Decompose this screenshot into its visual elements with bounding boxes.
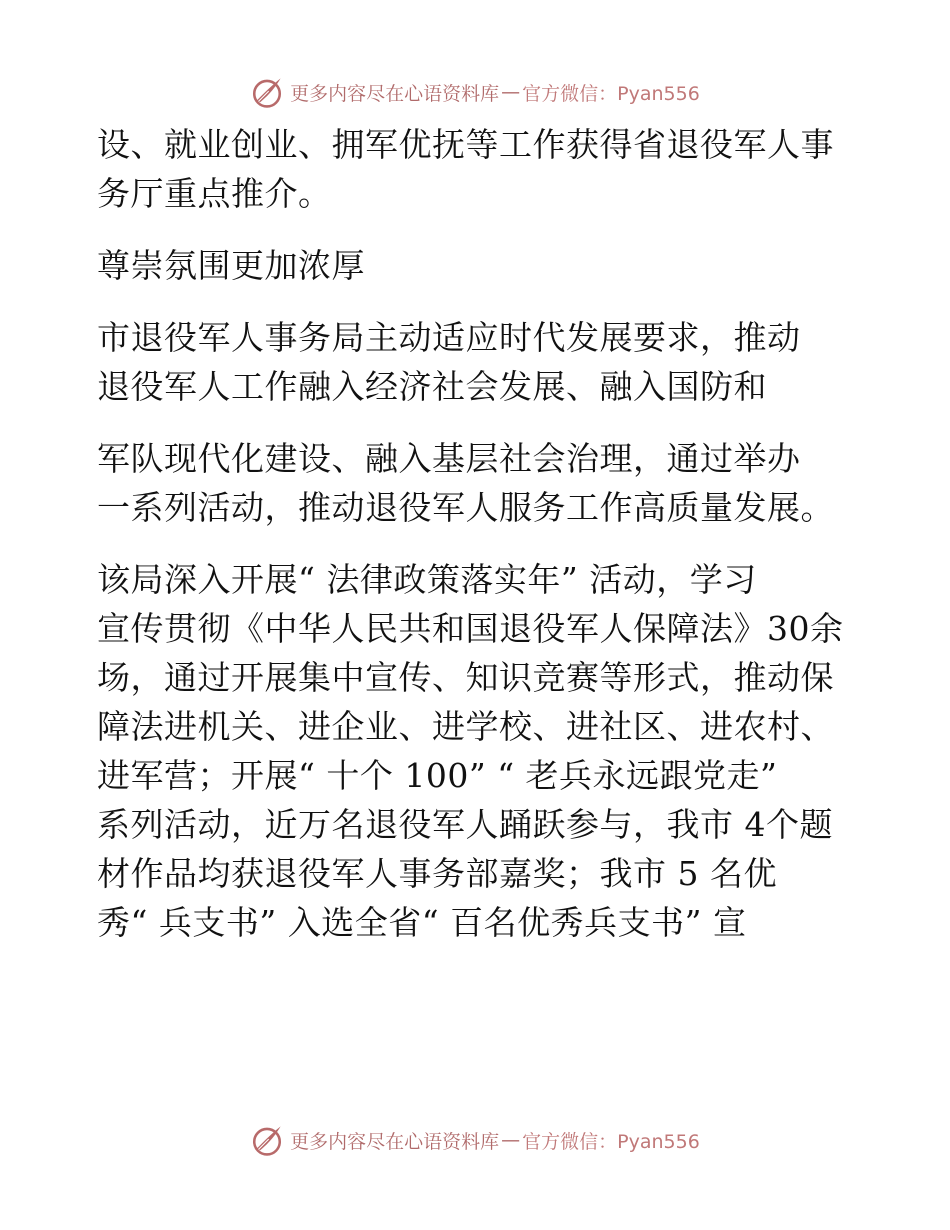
- header-watermark: [0, 72, 950, 112]
- watermark-separator: —: [501, 1129, 521, 1151]
- watermark-separator: —: [501, 81, 521, 103]
- text-line: 军队现代化建设、融入基层社会治理，通过举办: [97, 439, 801, 478]
- feather-logo-icon: [250, 1123, 284, 1157]
- text-line: 秀“ 兵支书” 入选全省“ 百名优秀兵支书” 宣: [97, 903, 747, 942]
- text-line: 一系列活动，推动退役军人服务工作高质量发展。: [97, 488, 834, 527]
- text-line: 市退役军人事务局主动适应时代发展要求，推动: [97, 318, 801, 357]
- watermark-contact: 官方微信：Pyan556: [522, 82, 700, 105]
- paragraph: [97, 555, 867, 947]
- document-body: [97, 120, 867, 947]
- text-line: 材作品均获退役军人事务部嘉奖；我市 5 名优: [97, 854, 777, 893]
- paragraph: [97, 120, 867, 218]
- text-line: 进军营；开展“ 十个 100” “ 老兵永远跟党走”: [97, 756, 778, 795]
- heading-text: 尊崇氛围更加浓厚: [97, 246, 365, 285]
- footer-watermark: [0, 1120, 950, 1160]
- text-line: 障法进机关、进企业、进学校、进社区、进农村、: [97, 707, 834, 746]
- watermark-text: 更多内容尽在心语资料库: [290, 1130, 500, 1153]
- text-line: 场，通过开展集中宣传、知识竞赛等形式，推动保: [97, 658, 834, 697]
- section-heading: [97, 241, 867, 290]
- paragraph: [97, 313, 867, 411]
- watermark-contact: 官方微信：Pyan556: [522, 1130, 700, 1153]
- feather-logo-icon: [250, 75, 284, 109]
- watermark-text: 更多内容尽在心语资料库: [290, 82, 500, 105]
- text-line: 宣传贯彻《中华人民共和国退役军人保障法》30余: [97, 609, 844, 648]
- text-line: 该局深入开展“ 法律政策落实年” 活动，学习: [97, 560, 757, 599]
- text-line: 系列活动，近万名退役军人踊跃参与，我市 4个题: [97, 805, 833, 844]
- text-line: 务厅重点推介。: [97, 174, 332, 213]
- text-line: 退役军人工作融入经济社会发展、融入国防和: [97, 367, 767, 406]
- text-line: 设、就业创业、拥军优抚等工作获得省退役军人事: [97, 125, 834, 164]
- paragraph: [97, 434, 867, 532]
